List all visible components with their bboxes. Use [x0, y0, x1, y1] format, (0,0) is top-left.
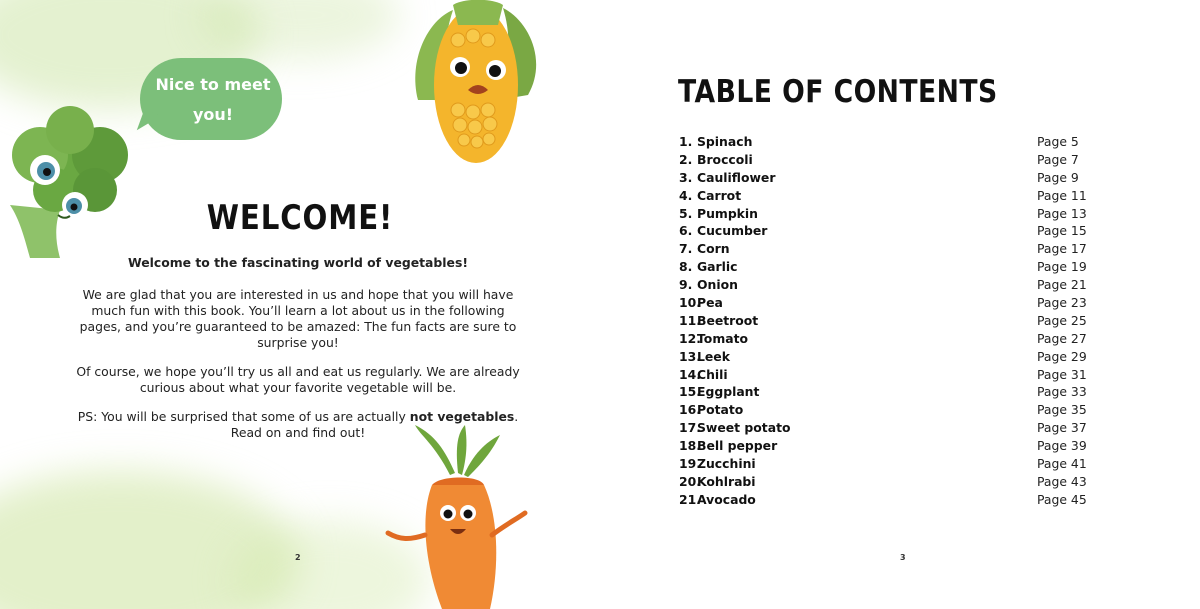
- welcome-lead: Welcome to the fascinating world of vegetables!: [128, 255, 468, 270]
- toc-entry-number: 17.: [679, 420, 701, 436]
- toc-entry-name: Broccoli: [697, 151, 753, 167]
- toc-entry-number: 15.: [679, 384, 701, 400]
- toc-entry-name: Garlic: [697, 259, 738, 275]
- toc-entry: [679, 366, 1089, 384]
- corn-character-icon: [398, 0, 552, 168]
- toc-entry-name: Kohlrabi: [697, 473, 756, 489]
- toc-entry: [679, 151, 1089, 169]
- toc-entry-page: Page 15: [1037, 223, 1087, 239]
- toc-entry-number: 19.: [679, 456, 701, 472]
- toc-entry-number: 1.: [679, 134, 693, 149]
- toc-entry-number: 14.: [679, 366, 701, 382]
- toc-entry-number: 5.: [679, 205, 693, 221]
- toc-entry: [679, 133, 1089, 151]
- toc-entry-name: Chili: [697, 366, 728, 382]
- toc-entry-number: 4.: [679, 187, 693, 203]
- welcome-title: WELCOME!: [206, 198, 394, 238]
- toc-entry-number: 10.: [679, 295, 701, 311]
- toc-entry-page: Page 27: [1037, 330, 1087, 346]
- toc-entry-number: 8.: [679, 259, 693, 275]
- welcome-paragraph: Of course, we hope you’ll try us all and eat us regularly. We are already curious about what your favorite vegetable will be.: [76, 364, 520, 395]
- toc-entry: [679, 169, 1089, 187]
- toc-entry-name: Onion: [697, 277, 738, 293]
- toc-entry-number: 18.: [679, 438, 701, 454]
- toc-entry-number: 12.: [679, 330, 701, 346]
- toc-entry-page: Page 13: [1037, 205, 1087, 221]
- toc-list: [679, 133, 1089, 509]
- welcome-paragraph: We are glad that you are interested in us and hope that you will have much fun with this book. You’ll learn a lot about us in the following pages, and you’re guaranteed to be amazed: The fun facts are sure to surprise you!: [79, 287, 517, 350]
- toc-entry: [679, 222, 1089, 240]
- toc-entry-number: 9.: [679, 277, 693, 293]
- toc-entry: [679, 330, 1089, 348]
- ps-text-end: . Read on and find out!: [230, 409, 519, 440]
- table-of-contents-page: [600, 0, 1200, 609]
- toc-entry: [679, 455, 1089, 473]
- toc-entry-name: Cauliflower: [697, 169, 776, 185]
- speech-bubble-text: Nice to meet you!: [155, 75, 271, 124]
- toc-entry: [679, 276, 1089, 294]
- toc-entry-number: 7.: [679, 241, 693, 257]
- toc-entry: [679, 401, 1089, 419]
- toc-entry-number: 13.: [679, 348, 701, 364]
- carrot-character-icon: [380, 425, 540, 609]
- toc-entry-name: Avocado: [697, 491, 756, 507]
- toc-entry: [679, 205, 1089, 223]
- page-number: 3: [900, 553, 906, 562]
- toc-entry-page: Page 31: [1037, 366, 1087, 382]
- toc-entry-name: Pea: [697, 295, 723, 311]
- toc-entry-page: Page 19: [1037, 259, 1087, 275]
- toc-entry-page: Page 25: [1037, 312, 1087, 328]
- toc-entry-page: Page 35: [1037, 402, 1087, 418]
- toc-entry-name: Cucumber: [697, 223, 768, 239]
- toc-entry-name: Beetroot: [697, 312, 759, 328]
- toc-entry: [679, 348, 1089, 366]
- toc-entry: [679, 491, 1089, 509]
- toc-entry-name: Tomato: [697, 330, 749, 346]
- toc-entry-page: Page 17: [1037, 241, 1087, 257]
- toc-entry-name: Potato: [697, 402, 744, 418]
- toc-entry-name: Eggplant: [697, 384, 760, 400]
- toc-entry-name: Pumpkin: [697, 205, 758, 221]
- toc-entry-page: Page 21: [1037, 277, 1087, 293]
- toc-entry-page: Page 37: [1037, 420, 1087, 436]
- toc-entry: [679, 294, 1089, 312]
- toc-entry-name: Zucchini: [697, 456, 756, 472]
- toc-entry: [679, 473, 1089, 491]
- toc-entry-page: Page 45: [1037, 491, 1087, 507]
- toc-entry-name: Bell pepper: [697, 438, 778, 454]
- toc-entry: [679, 437, 1089, 455]
- toc-entry-page: Page 23: [1037, 295, 1087, 311]
- toc-entry-number: 6.: [679, 223, 693, 239]
- toc-entry-name: Corn: [697, 241, 730, 257]
- toc-entry-number: 16.: [679, 402, 701, 418]
- toc-entry-page: Page 43: [1037, 473, 1087, 489]
- toc-entry-number: 21.: [679, 491, 701, 507]
- toc-entry-name: Sweet potato: [697, 420, 791, 436]
- toc-entry-name: Leek: [697, 348, 730, 364]
- toc-entry-page: Page 41: [1037, 456, 1087, 472]
- toc-entry-number: 2.: [679, 151, 693, 167]
- page-number: 2: [295, 553, 301, 562]
- ps-text: PS: You will be surprised that some of us are actually: [77, 409, 410, 424]
- toc-entry-page: Page 29: [1037, 348, 1087, 364]
- toc-entry: [679, 312, 1089, 330]
- toc-entry: [679, 258, 1089, 276]
- ps-bold-text: not vegetables: [409, 409, 515, 424]
- toc-entry-page: Page 9: [1037, 169, 1079, 185]
- toc-entry-page: Page 39: [1037, 438, 1087, 454]
- toc-entry-number: 3.: [679, 169, 693, 185]
- toc-entry-page: Page 11: [1037, 187, 1087, 203]
- toc-entry-page: Page 7: [1037, 151, 1079, 167]
- toc-entry-number: 20.: [679, 473, 701, 489]
- toc-title: TABLE OF CONTENTS: [678, 74, 998, 110]
- toc-entry-name: Spinach: [697, 134, 753, 149]
- toc-entry: [679, 187, 1089, 205]
- toc-entry-page: Page 5: [1037, 134, 1079, 149]
- toc-entry-name: Carrot: [697, 187, 742, 203]
- toc-entry: [679, 383, 1089, 401]
- toc-entry-number: 11.: [679, 312, 701, 328]
- toc-entry: [679, 240, 1089, 258]
- toc-entry-page: Page 33: [1037, 384, 1087, 400]
- toc-entry: [679, 419, 1089, 437]
